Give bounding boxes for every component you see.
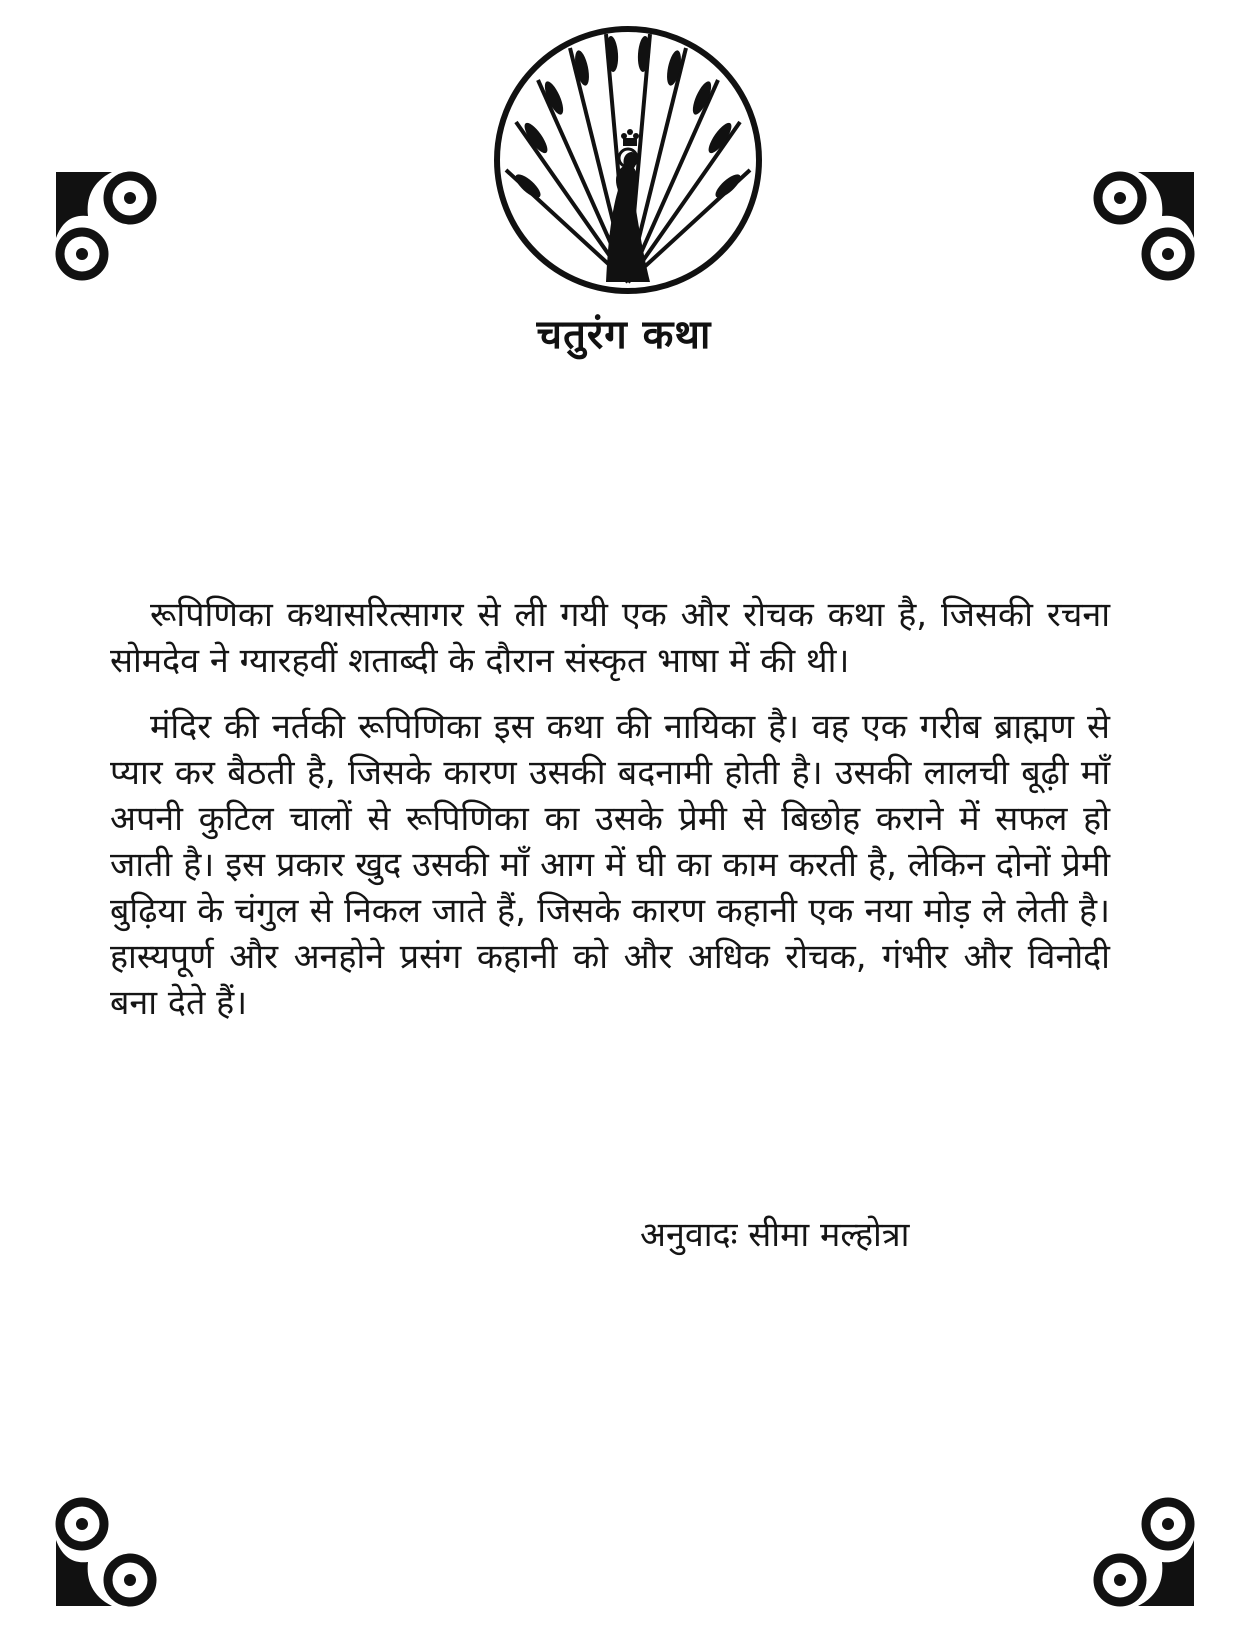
- corner-ornament-bottom-right-icon: [1078, 1490, 1198, 1610]
- corner-ornament-top-right-icon: [1078, 168, 1198, 288]
- translator-credit: अनुवादः सीमा मल्होत्रा: [640, 1215, 910, 1255]
- corner-ornament-bottom-left-icon: [52, 1490, 172, 1610]
- corner-ornament-top-left-icon: [52, 168, 172, 288]
- synopsis-paragraph-1: रूपिणिका कथासरित्सागर से ली गयी एक और रोचक कथा है, जिसकी रचना सोमदेव ने ग्यारहवीं शताब्दी के दौरान संस्कृत भाषा में की थी।: [110, 595, 1110, 681]
- story-synopsis: [110, 592, 1110, 1046]
- page-title: चतुरंग कथा: [536, 312, 712, 358]
- peacock-emblem-icon: [488, 20, 768, 300]
- synopsis-paragraph-2: मंदिर की नर्तकी रूपिणिका इस कथा की नायिका है। वह एक गरीब ब्राह्मण से प्यार कर बैठती है, जिसके कारण उसकी बदनामी होती है। उसकी लालची बूढ़ी माँ अपनी कुटिल चालों से रूपिणिका का उसके प्रेमी से बिछोह कराने में सफल हो जाती है। इस प्रकार खुद उसकी माँ आग में घी का काम करती है, लेकिन दोनों प्रेमी बुढ़िया के चंगुल से निकल जाते हैं, जिसके कारण कहानी एक नया मोड़ ले लेती है। हास्यपूर्ण और अनहोने प्रसंग कहानी को और अधिक रोचक, गंभीर और विनोदी बना देते हैं।: [110, 707, 1110, 1023]
